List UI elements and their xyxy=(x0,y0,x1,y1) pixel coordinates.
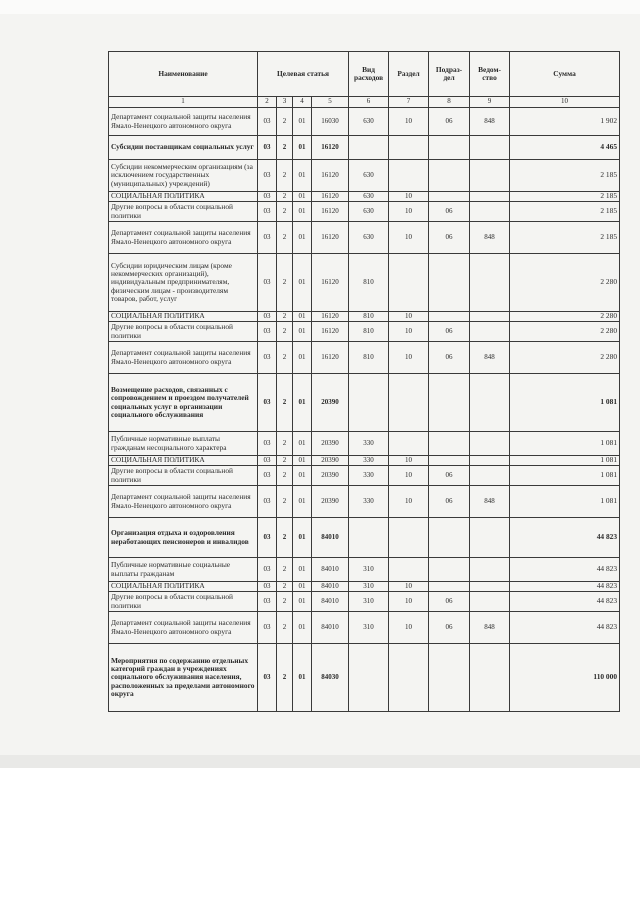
code-part-1: 03 xyxy=(258,254,277,312)
code-part-1: 03 xyxy=(258,486,277,518)
sum-cell: 44 823 xyxy=(510,592,620,612)
row-name: Департамент социальной защиты населения Ямало-Ненецкого автономного округа xyxy=(109,486,258,518)
sum-cell: 1 081 xyxy=(510,486,620,518)
table-header-row xyxy=(109,52,620,97)
table-row xyxy=(109,558,620,582)
sum-cell: 2 280 xyxy=(510,342,620,374)
code-part-4: 16120 xyxy=(312,222,349,254)
table-body xyxy=(109,108,620,712)
code-part-3: 01 xyxy=(293,202,312,222)
section-cell: 10 xyxy=(389,466,429,486)
section-cell xyxy=(389,558,429,582)
row-name: Департамент социальной защиты населения Ямало-Ненецкого автономного округа xyxy=(109,342,258,374)
subsection-cell xyxy=(429,160,470,192)
subsection-cell xyxy=(429,644,470,712)
column-number-row xyxy=(109,97,620,108)
code-part-2: 2 xyxy=(277,222,293,254)
code-part-1: 03 xyxy=(258,192,277,202)
code-part-2: 2 xyxy=(277,592,293,612)
subsection-cell: 06 xyxy=(429,466,470,486)
department-cell xyxy=(470,312,510,322)
code-part-4: 20390 xyxy=(312,374,349,432)
code-part-4: 16030 xyxy=(312,108,349,136)
row-name: Субсидии поставщикам социальных услуг xyxy=(109,136,258,160)
code-part-2: 2 xyxy=(277,644,293,712)
colnum: 10 xyxy=(510,97,620,108)
sum-cell: 2 280 xyxy=(510,322,620,342)
code-part-2: 2 xyxy=(277,582,293,592)
code-part-2: 2 xyxy=(277,202,293,222)
subsection-cell xyxy=(429,582,470,592)
department-cell xyxy=(470,136,510,160)
code-part-4: 84010 xyxy=(312,558,349,582)
expense-type-cell: 810 xyxy=(349,254,389,312)
code-part-3: 01 xyxy=(293,136,312,160)
section-cell: 10 xyxy=(389,456,429,466)
code-part-2: 2 xyxy=(277,322,293,342)
table-row xyxy=(109,254,620,312)
code-part-4: 84010 xyxy=(312,612,349,644)
sum-cell: 44 823 xyxy=(510,558,620,582)
department-cell xyxy=(470,582,510,592)
department-cell xyxy=(470,466,510,486)
code-part-1: 03 xyxy=(258,222,277,254)
subsection-cell xyxy=(429,192,470,202)
expense-type-cell: 810 xyxy=(349,342,389,374)
subsection-cell xyxy=(429,456,470,466)
expense-type-cell: 330 xyxy=(349,456,389,466)
header-sum: Сумма xyxy=(510,52,620,97)
department-cell: 848 xyxy=(470,342,510,374)
code-part-3: 01 xyxy=(293,322,312,342)
code-part-4: 20390 xyxy=(312,486,349,518)
row-name: Другие вопросы в области социальной политики xyxy=(109,466,258,486)
code-part-2: 2 xyxy=(277,342,293,374)
code-part-2: 2 xyxy=(277,192,293,202)
subsection-cell: 06 xyxy=(429,592,470,612)
expense-type-cell xyxy=(349,136,389,160)
code-part-3: 01 xyxy=(293,432,312,456)
row-name: Возмещение расходов, связанных с сопровождением и проездом получателей социальных услуг в организации социального обслуживания xyxy=(109,374,258,432)
code-part-1: 03 xyxy=(258,160,277,192)
code-part-4: 16120 xyxy=(312,342,349,374)
department-cell xyxy=(470,192,510,202)
code-part-1: 03 xyxy=(258,466,277,486)
colnum: 7 xyxy=(389,97,429,108)
table-row xyxy=(109,432,620,456)
sum-cell: 110 000 xyxy=(510,644,620,712)
code-part-3: 01 xyxy=(293,342,312,374)
row-name: Департамент социальной защиты населения Ямало-Ненецкого автономного округа xyxy=(109,612,258,644)
colnum: 2 xyxy=(258,97,277,108)
sum-cell: 1 081 xyxy=(510,466,620,486)
department-cell: 848 xyxy=(470,486,510,518)
department-cell xyxy=(470,254,510,312)
sum-cell: 4 465 xyxy=(510,136,620,160)
expense-type-cell: 310 xyxy=(349,582,389,592)
row-name: Департамент социальной защиты населения Ямало-Ненецкого автономного округа xyxy=(109,222,258,254)
table-row xyxy=(109,466,620,486)
subsection-cell xyxy=(429,312,470,322)
section-cell: 10 xyxy=(389,612,429,644)
section-cell: 10 xyxy=(389,582,429,592)
expense-type-cell: 630 xyxy=(349,222,389,254)
row-name: Субсидии некоммерческим организациям (за исключением государственных (муниципальных) учреждений) xyxy=(109,160,258,192)
expense-type-cell: 310 xyxy=(349,558,389,582)
table-row xyxy=(109,342,620,374)
subsection-cell xyxy=(429,374,470,432)
code-part-3: 01 xyxy=(293,108,312,136)
code-part-3: 01 xyxy=(293,456,312,466)
subsection-cell xyxy=(429,432,470,456)
expense-type-cell: 630 xyxy=(349,108,389,136)
code-part-3: 01 xyxy=(293,312,312,322)
section-cell xyxy=(389,160,429,192)
department-cell xyxy=(470,322,510,342)
sum-cell: 2 185 xyxy=(510,202,620,222)
row-name: Другие вопросы в области социальной политики xyxy=(109,202,258,222)
code-part-4: 16120 xyxy=(312,202,349,222)
subsection-cell: 06 xyxy=(429,222,470,254)
table-row xyxy=(109,202,620,222)
code-part-2: 2 xyxy=(277,456,293,466)
section-cell: 10 xyxy=(389,342,429,374)
code-part-1: 03 xyxy=(258,644,277,712)
subsection-cell: 06 xyxy=(429,202,470,222)
section-cell: 10 xyxy=(389,312,429,322)
row-name: Публичные нормативные выплаты гражданам несоциального характера xyxy=(109,432,258,456)
sum-cell: 44 823 xyxy=(510,582,620,592)
code-part-3: 01 xyxy=(293,192,312,202)
section-cell xyxy=(389,432,429,456)
department-cell xyxy=(470,456,510,466)
code-part-4: 16120 xyxy=(312,312,349,322)
code-part-3: 01 xyxy=(293,466,312,486)
code-part-2: 2 xyxy=(277,160,293,192)
table-row xyxy=(109,644,620,712)
table-row xyxy=(109,312,620,322)
row-name: Другие вопросы в области социальной политики xyxy=(109,322,258,342)
colnum: 9 xyxy=(470,97,510,108)
code-part-3: 01 xyxy=(293,558,312,582)
code-part-1: 03 xyxy=(258,312,277,322)
code-part-1: 03 xyxy=(258,456,277,466)
sum-cell: 2 185 xyxy=(510,192,620,202)
code-part-1: 03 xyxy=(258,582,277,592)
code-part-4: 16120 xyxy=(312,160,349,192)
sum-cell: 44 823 xyxy=(510,612,620,644)
table-row xyxy=(109,160,620,192)
section-cell: 10 xyxy=(389,592,429,612)
row-name: Субсидии юридическим лицам (кроме некоммерческих организаций), индивидуальным предпринимателям, физическим лицам - производителям товаров, работ, услуг xyxy=(109,254,258,312)
code-part-2: 2 xyxy=(277,432,293,456)
code-part-1: 03 xyxy=(258,518,277,558)
colnum: 6 xyxy=(349,97,389,108)
code-part-1: 03 xyxy=(258,342,277,374)
expense-type-cell: 630 xyxy=(349,160,389,192)
expense-type-cell: 810 xyxy=(349,322,389,342)
row-name: СОЦИАЛЬНАЯ ПОЛИТИКА xyxy=(109,192,258,202)
table-row xyxy=(109,222,620,254)
header-name: Наименование xyxy=(109,52,258,97)
colnum: 4 xyxy=(293,97,312,108)
expense-type-cell: 310 xyxy=(349,612,389,644)
expense-type-cell: 330 xyxy=(349,432,389,456)
expense-type-cell xyxy=(349,374,389,432)
header-section: Раздел xyxy=(389,52,429,97)
colnum: 3 xyxy=(277,97,293,108)
code-part-4: 20390 xyxy=(312,432,349,456)
department-cell xyxy=(470,518,510,558)
code-part-4: 84030 xyxy=(312,644,349,712)
expense-type-cell xyxy=(349,644,389,712)
expense-type-cell: 330 xyxy=(349,486,389,518)
department-cell: 848 xyxy=(470,222,510,254)
page-top-edge xyxy=(0,0,640,14)
expense-type-cell: 330 xyxy=(349,466,389,486)
code-part-3: 01 xyxy=(293,374,312,432)
code-part-4: 84010 xyxy=(312,518,349,558)
code-part-2: 2 xyxy=(277,486,293,518)
budget-table xyxy=(108,51,620,712)
code-part-4: 16120 xyxy=(312,192,349,202)
header-expense-type: Вид расходов xyxy=(349,52,389,97)
table-row xyxy=(109,518,620,558)
sum-cell: 1 081 xyxy=(510,432,620,456)
department-cell xyxy=(470,432,510,456)
code-part-2: 2 xyxy=(277,136,293,160)
department-cell xyxy=(470,592,510,612)
subsection-cell xyxy=(429,254,470,312)
expense-type-cell: 310 xyxy=(349,592,389,612)
row-name: Организация отдыха и оздоровления неработающих пенсионеров и инвалидов xyxy=(109,518,258,558)
subsection-cell xyxy=(429,518,470,558)
department-cell xyxy=(470,558,510,582)
department-cell xyxy=(470,160,510,192)
row-name: СОЦИАЛЬНАЯ ПОЛИТИКА xyxy=(109,312,258,322)
department-cell xyxy=(470,202,510,222)
expense-type-cell: 630 xyxy=(349,192,389,202)
row-name: Публичные нормативные социальные выплаты гражданам xyxy=(109,558,258,582)
code-part-4: 20390 xyxy=(312,456,349,466)
table-row xyxy=(109,486,620,518)
subsection-cell: 06 xyxy=(429,342,470,374)
colnum: 8 xyxy=(429,97,470,108)
expense-type-cell xyxy=(349,518,389,558)
code-part-4: 84010 xyxy=(312,592,349,612)
sum-cell: 1 902 xyxy=(510,108,620,136)
code-part-4: 20390 xyxy=(312,466,349,486)
row-name: Мероприятия по содержанию отдельных категорий граждан в учреждениях социального обслуживания населения, расположенных за пределами автономного округа xyxy=(109,644,258,712)
code-part-2: 2 xyxy=(277,518,293,558)
section-cell: 10 xyxy=(389,222,429,254)
code-part-3: 01 xyxy=(293,644,312,712)
expense-type-cell: 810 xyxy=(349,312,389,322)
section-cell xyxy=(389,136,429,160)
code-part-2: 2 xyxy=(277,466,293,486)
code-part-4: 16120 xyxy=(312,136,349,160)
sum-cell: 44 823 xyxy=(510,518,620,558)
section-cell xyxy=(389,254,429,312)
subsection-cell: 06 xyxy=(429,108,470,136)
table-row xyxy=(109,592,620,612)
code-part-2: 2 xyxy=(277,612,293,644)
code-part-1: 03 xyxy=(258,612,277,644)
subsection-cell xyxy=(429,558,470,582)
department-cell: 848 xyxy=(470,612,510,644)
section-cell: 10 xyxy=(389,192,429,202)
code-part-3: 01 xyxy=(293,486,312,518)
expense-type-cell: 630 xyxy=(349,202,389,222)
colnum: 5 xyxy=(312,97,349,108)
department-cell xyxy=(470,644,510,712)
code-part-2: 2 xyxy=(277,312,293,322)
table-row xyxy=(109,612,620,644)
section-cell xyxy=(389,644,429,712)
code-part-4: 16120 xyxy=(312,322,349,342)
section-cell xyxy=(389,518,429,558)
code-part-3: 01 xyxy=(293,222,312,254)
row-name: СОЦИАЛЬНАЯ ПОЛИТИКА xyxy=(109,582,258,592)
code-part-3: 01 xyxy=(293,518,312,558)
header-target-article: Целевая статья xyxy=(258,52,349,97)
header-subsection: Подраз-дел xyxy=(429,52,470,97)
subsection-cell: 06 xyxy=(429,322,470,342)
table-row xyxy=(109,108,620,136)
code-part-1: 03 xyxy=(258,432,277,456)
code-part-2: 2 xyxy=(277,558,293,582)
code-part-2: 2 xyxy=(277,374,293,432)
code-part-3: 01 xyxy=(293,160,312,192)
sum-cell: 2 280 xyxy=(510,254,620,312)
table-row xyxy=(109,136,620,160)
code-part-4: 16120 xyxy=(312,254,349,312)
code-part-3: 01 xyxy=(293,254,312,312)
code-part-1: 03 xyxy=(258,322,277,342)
code-part-1: 03 xyxy=(258,592,277,612)
section-cell: 10 xyxy=(389,202,429,222)
row-name: СОЦИАЛЬНАЯ ПОЛИТИКА xyxy=(109,456,258,466)
header-department: Ведом-ство xyxy=(470,52,510,97)
subsection-cell xyxy=(429,136,470,160)
row-name: Департамент социальной защиты населения Ямало-Ненецкого автономного округа xyxy=(109,108,258,136)
sum-cell: 2 185 xyxy=(510,160,620,192)
colnum: 1 xyxy=(109,97,258,108)
code-part-2: 2 xyxy=(277,108,293,136)
page-bottom-edge xyxy=(0,755,640,768)
sum-cell: 1 081 xyxy=(510,374,620,432)
code-part-1: 03 xyxy=(258,374,277,432)
code-part-1: 03 xyxy=(258,202,277,222)
table-row xyxy=(109,322,620,342)
sum-cell: 2 280 xyxy=(510,312,620,322)
department-cell: 848 xyxy=(470,108,510,136)
subsection-cell: 06 xyxy=(429,486,470,518)
code-part-2: 2 xyxy=(277,254,293,312)
table-row xyxy=(109,192,620,202)
sum-cell: 1 081 xyxy=(510,456,620,466)
table-row xyxy=(109,374,620,432)
table-row xyxy=(109,456,620,466)
sum-cell: 2 185 xyxy=(510,222,620,254)
code-part-3: 01 xyxy=(293,592,312,612)
code-part-3: 01 xyxy=(293,582,312,592)
section-cell xyxy=(389,374,429,432)
department-cell xyxy=(470,374,510,432)
section-cell: 10 xyxy=(389,108,429,136)
row-name: Другие вопросы в области социальной политики xyxy=(109,592,258,612)
code-part-3: 01 xyxy=(293,612,312,644)
code-part-1: 03 xyxy=(258,108,277,136)
section-cell: 10 xyxy=(389,322,429,342)
code-part-4: 84010 xyxy=(312,582,349,592)
code-part-1: 03 xyxy=(258,136,277,160)
code-part-1: 03 xyxy=(258,558,277,582)
table-row xyxy=(109,582,620,592)
subsection-cell: 06 xyxy=(429,612,470,644)
section-cell: 10 xyxy=(389,486,429,518)
